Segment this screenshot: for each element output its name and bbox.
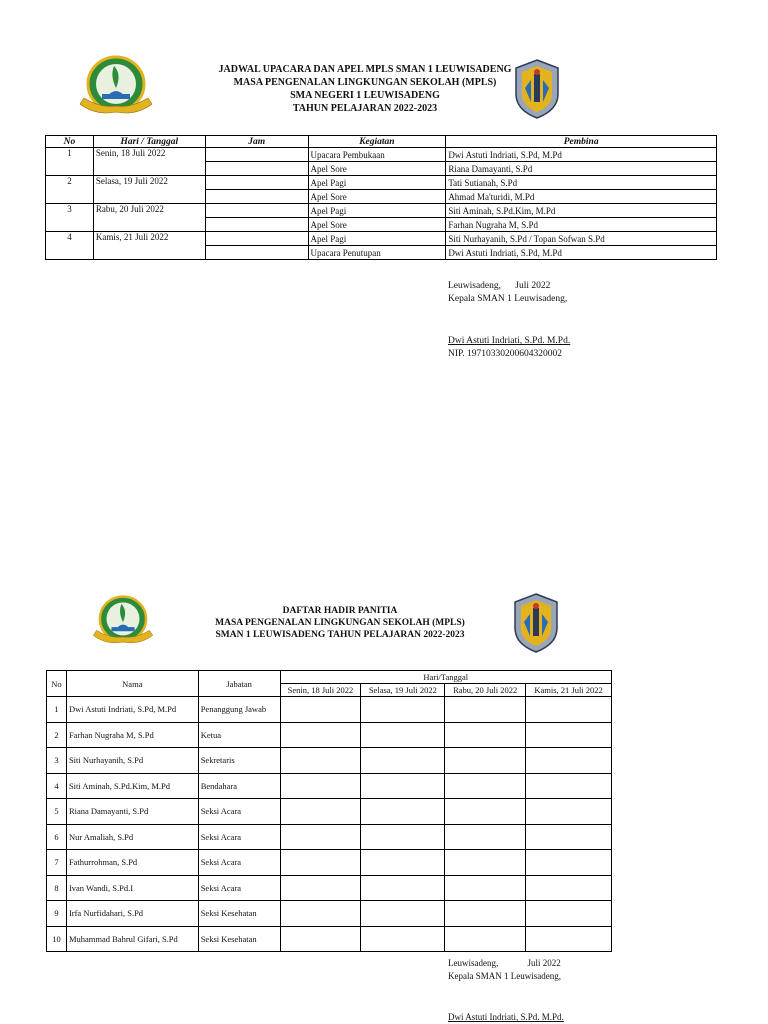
signature-cell xyxy=(361,926,445,952)
row-time xyxy=(205,162,308,176)
west-java-logo-1 xyxy=(76,54,156,118)
row-name: Irfa Nurfidahari, S.Pd xyxy=(66,901,198,927)
signature-cell xyxy=(280,824,361,850)
header-activity: Kegiatan xyxy=(308,136,446,148)
signature-cell xyxy=(526,697,612,723)
signature-cell xyxy=(526,850,612,876)
signature-cell xyxy=(361,875,445,901)
row-time xyxy=(205,148,308,162)
row-no: 9 xyxy=(47,901,67,927)
schedule-table xyxy=(45,135,717,260)
row-name: Muhammad Bahrul Gifari, S.Pd xyxy=(66,926,198,952)
signature-cell xyxy=(280,926,361,952)
row-time xyxy=(205,218,308,232)
row-no: 1 xyxy=(47,697,67,723)
schedule-header-row xyxy=(46,136,717,148)
table-row xyxy=(47,824,612,850)
row-name: Farhan Nugraha M, S.Pd xyxy=(66,722,198,748)
table-row xyxy=(46,204,717,218)
row-position: Seksi Acara xyxy=(198,875,280,901)
row-day: Kamis, 21 Juli 2022 xyxy=(93,232,205,260)
row-position: Sekretaris xyxy=(198,748,280,774)
row-no: 5 xyxy=(47,799,67,825)
header-no: No xyxy=(46,136,94,148)
signature-cell xyxy=(526,799,612,825)
row-activity: Apel Pagi xyxy=(308,232,446,246)
table-row xyxy=(47,926,612,952)
attendance-title-line: DAFTAR HADIR PANITIA xyxy=(282,606,398,616)
table-row xyxy=(46,176,717,190)
signature-cell xyxy=(526,748,612,774)
signature-cell xyxy=(445,722,526,748)
row-supervisor: Ahmad Ma'turidi, M.Pd xyxy=(446,190,717,204)
row-no: 3 xyxy=(47,748,67,774)
signature-nip: NIP. 19710330200604320002 xyxy=(448,349,563,359)
row-no: 8 xyxy=(47,875,67,901)
row-position: Penanggung Jawab xyxy=(198,697,280,723)
header-date: Senin, 18 Juli 2022 xyxy=(280,684,361,697)
signature-cell xyxy=(445,697,526,723)
header-days: Hari/Tanggal xyxy=(280,671,611,684)
row-supervisor: Riana Damayanti, S.Pd xyxy=(446,162,717,176)
table-row xyxy=(47,748,612,774)
row-time xyxy=(205,204,308,218)
row-no: 4 xyxy=(47,773,67,799)
row-activity: Apel Sore xyxy=(308,218,446,232)
attendance-title-line: MASA PENGENALAN LINGKUNGAN SEKOLAH (MPLS) xyxy=(215,618,465,628)
signature-cell xyxy=(526,824,612,850)
row-position: Seksi Kesehatan xyxy=(198,901,280,927)
table-row xyxy=(47,722,612,748)
row-name: Siti Aminah, S.Pd.Kim, M.Pd xyxy=(66,773,198,799)
row-supervisor: Siti Nurhayanih, S.Pd / Topan Sofwan S.Pd xyxy=(446,232,717,246)
row-position: Seksi Kesehatan xyxy=(198,926,280,952)
schedule-title-line: MASA PENGENALAN LINGKUNGAN SEKOLAH (MPLS) xyxy=(233,77,497,88)
signature-cell xyxy=(445,748,526,774)
row-no: 1 xyxy=(46,148,94,176)
attendance-table xyxy=(46,670,612,952)
row-activity: Apel Sore xyxy=(308,190,446,204)
signature-position: Kepala SMAN 1 Leuwisadeng, xyxy=(448,294,568,304)
signature-position: Kepala SMAN 1 Leuwisadeng, xyxy=(448,971,561,981)
signature-cell xyxy=(445,901,526,927)
header-time: Jam xyxy=(205,136,308,148)
signature-place-date: Leuwisadeng, Juli 2022 xyxy=(448,281,551,291)
signature-cell xyxy=(526,773,612,799)
row-activity: Apel Pagi xyxy=(308,204,446,218)
table-row xyxy=(47,799,612,825)
row-name: Siti Nurhayanih, S.Pd xyxy=(66,748,198,774)
signature-cell xyxy=(361,722,445,748)
signature-cell xyxy=(445,773,526,799)
row-time xyxy=(205,190,308,204)
signature-cell xyxy=(361,697,445,723)
row-position: Seksi Acara xyxy=(198,799,280,825)
row-supervisor: Dwi Astuti Indriati, S.Pd, M.Pd xyxy=(446,246,717,260)
signature-cell xyxy=(280,850,361,876)
schedule-title-line: JADWAL UPACARA DAN APEL MPLS SMAN 1 LEUWISADENG xyxy=(218,64,512,75)
table-row xyxy=(47,773,612,799)
row-position: Seksi Acara xyxy=(198,824,280,850)
schedule-title-line: SMA NEGERI 1 LEUWISADENG xyxy=(290,90,440,101)
row-day: Senin, 18 Juli 2022 xyxy=(93,148,205,176)
row-no: 6 xyxy=(47,824,67,850)
signature-cell xyxy=(361,748,445,774)
header-date: Rabu, 20 Juli 2022 xyxy=(445,684,526,697)
table-row xyxy=(47,901,612,927)
signature-cell xyxy=(361,901,445,927)
table-row xyxy=(47,850,612,876)
header-no: No xyxy=(47,671,67,697)
row-supervisor: Dwi Astuti Indriati, S.Pd, M.Pd xyxy=(446,148,717,162)
header-name: Nama xyxy=(66,671,198,697)
header-position: Jabatan xyxy=(198,671,280,697)
row-no: 4 xyxy=(46,232,94,260)
signature-cell xyxy=(280,875,361,901)
row-no: 7 xyxy=(47,850,67,876)
row-position: Seksi Acara xyxy=(198,850,280,876)
signature-cell xyxy=(526,926,612,952)
signature-cell xyxy=(445,926,526,952)
row-name: Nur Amaliah, S.Pd xyxy=(66,824,198,850)
signature-cell xyxy=(361,824,445,850)
row-activity: Upacara Penutupan xyxy=(308,246,446,260)
signature-cell xyxy=(280,901,361,927)
table-row xyxy=(47,697,612,723)
row-no: 2 xyxy=(46,176,94,204)
row-name: Riana Damayanti, S.Pd xyxy=(66,799,198,825)
signature-cell xyxy=(526,901,612,927)
signature-cell xyxy=(280,697,361,723)
row-name: Dwi Astuti Indriati, S.Pd, M.Pd xyxy=(66,697,198,723)
signature-name: Dwi Astuti Indriati, S.Pd. M.Pd. xyxy=(448,336,571,346)
schedule-title xyxy=(180,63,550,115)
row-activity: Apel Sore xyxy=(308,162,446,176)
header-supervisor: Pembina xyxy=(446,136,717,148)
row-time xyxy=(205,176,308,190)
row-activity: Apel Pagi xyxy=(308,176,446,190)
row-position: Ketua xyxy=(198,722,280,748)
table-row xyxy=(46,148,717,162)
row-day: Selasa, 19 Juli 2022 xyxy=(93,176,205,204)
signature-name: Dwi Astuti Indriati, S.Pd. M.Pd. xyxy=(448,1012,564,1022)
header-date: Kamis, 21 Juli 2022 xyxy=(526,684,612,697)
attendance-title xyxy=(175,605,505,641)
signature-cell xyxy=(280,748,361,774)
row-no: 2 xyxy=(47,722,67,748)
row-name: Ivan Wandi, S.Pd.I xyxy=(66,875,198,901)
signature-cell xyxy=(526,722,612,748)
signature-block-1 xyxy=(448,280,708,361)
row-name: Fathurrohman, S.Pd xyxy=(66,850,198,876)
header-day: Hari / Tanggal xyxy=(93,136,205,148)
schedule-title-line: TAHUN PELAJARAN 2022-2023 xyxy=(292,103,438,114)
signature-cell xyxy=(361,850,445,876)
row-supervisor: Farhan Nugraha M, S.Pd xyxy=(446,218,717,232)
signature-cell xyxy=(445,824,526,850)
west-java-logo-2 xyxy=(90,593,156,648)
signature-place-date: Leuwisadeng, Juli 2022 xyxy=(448,958,561,968)
signature-cell xyxy=(361,799,445,825)
signature-cell xyxy=(445,799,526,825)
signature-cell xyxy=(361,773,445,799)
row-supervisor: Siti Aminah, S.Pd.Kim, M.Pd xyxy=(446,204,717,218)
school-logo-2 xyxy=(510,592,562,654)
attendance-title-line: SMAN 1 LEUWISADENG TAHUN PELAJARAN 2022-2023 xyxy=(215,630,465,640)
signature-cell xyxy=(526,875,612,901)
signature-cell xyxy=(445,875,526,901)
signature-cell xyxy=(445,850,526,876)
row-day: Rabu, 20 Juli 2022 xyxy=(93,204,205,232)
row-supervisor: Tati Sutianah, S.Pd xyxy=(446,176,717,190)
header-date: Selasa, 19 Juli 2022 xyxy=(361,684,445,697)
row-position: Bendahara xyxy=(198,773,280,799)
table-row xyxy=(46,232,717,246)
row-no: 10 xyxy=(47,926,67,952)
signature-cell xyxy=(280,722,361,748)
signature-cell xyxy=(280,799,361,825)
row-no: 3 xyxy=(46,204,94,232)
row-time xyxy=(205,232,308,246)
row-activity: Upacara Pembukaan xyxy=(308,148,446,162)
signature-cell xyxy=(280,773,361,799)
signature-block-2 xyxy=(448,957,708,1024)
row-time xyxy=(205,246,308,260)
table-row xyxy=(47,875,612,901)
